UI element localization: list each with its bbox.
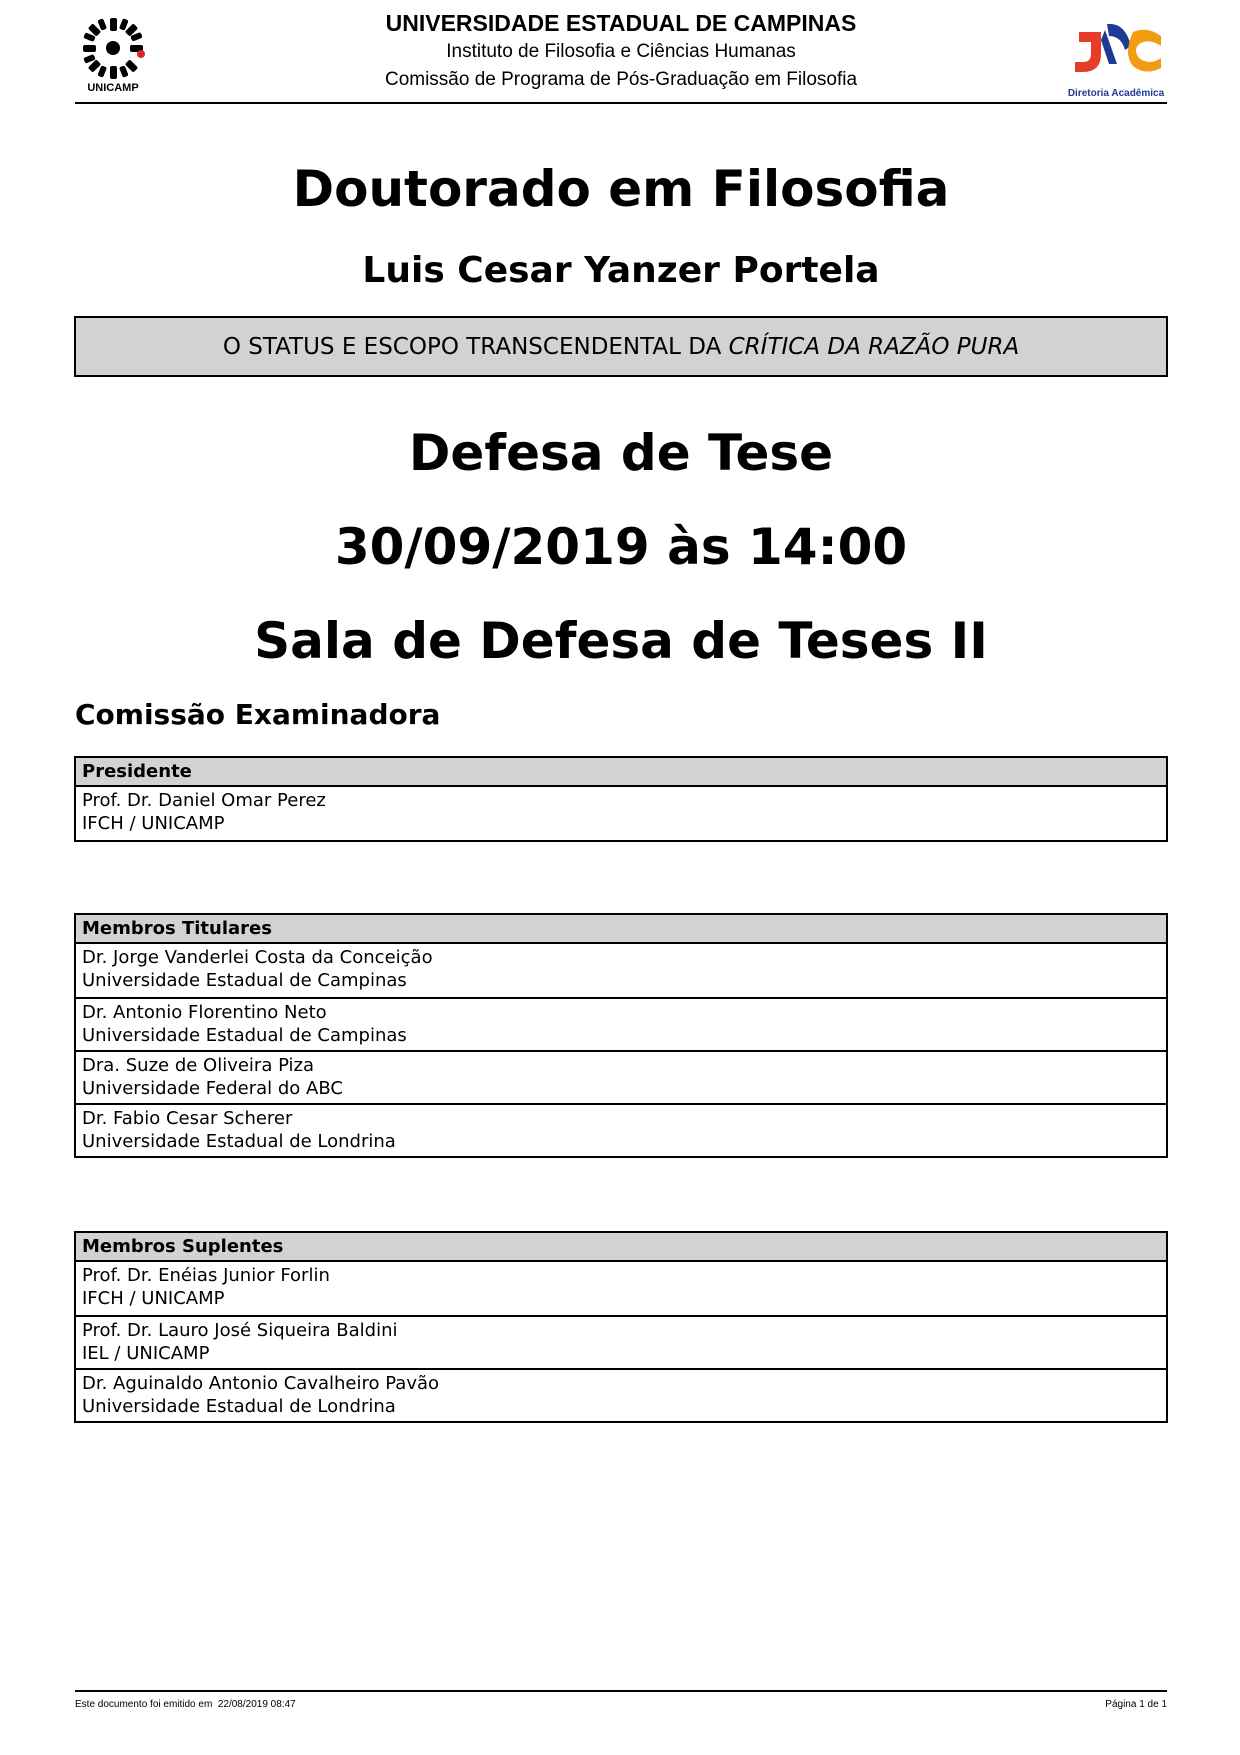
suplentes-table bbox=[74, 1231, 1168, 1423]
member-name: Prof. Dr. Daniel Omar Perez bbox=[82, 790, 326, 811]
member-name: Dra. Suze de Oliveira Piza bbox=[82, 1055, 315, 1076]
table-row bbox=[76, 1103, 1166, 1156]
thesis-title-prefix: O STATUS E ESCOPO TRANSCENDENTAL DA bbox=[222, 333, 729, 360]
university-name: UNIVERSIDADE ESTADUAL DE CAMPINAS bbox=[385, 10, 857, 36]
thesis-title-box bbox=[74, 316, 1168, 377]
member-affiliation: Universidade Estadual de Campinas bbox=[82, 969, 407, 991]
member-affiliation: IFCH / UNICAMP bbox=[82, 1287, 225, 1309]
member-affiliation: Universidade Estadual de Londrina bbox=[82, 1130, 396, 1152]
member-affiliation: IFCH / UNICAMP bbox=[82, 812, 225, 834]
header-text-block bbox=[225, 8, 1017, 94]
table-header: Membros Suplentes bbox=[76, 1233, 1166, 1262]
candidate-name: Luis Cesar Yanzer Portela bbox=[362, 250, 880, 291]
table-row bbox=[76, 997, 1166, 1050]
committee-name: Comissão de Programa de Pós-Graduação em Filosofia bbox=[384, 69, 858, 90]
table-row bbox=[76, 1315, 1166, 1368]
emission-date: Este documento foi emitido em 22/08/2019 08:47 bbox=[75, 1699, 296, 1710]
titulares-table bbox=[74, 913, 1168, 1158]
member-name: Prof. Dr. Enéias Junior Forlin bbox=[82, 1265, 330, 1286]
member-name: Dr. Fabio Cesar Scherer bbox=[82, 1108, 293, 1129]
table-row bbox=[76, 1050, 1166, 1103]
event-room: Sala de Defesa de Teses II bbox=[254, 612, 988, 670]
program-title: Doutorado em Filosofia bbox=[292, 160, 950, 218]
member-name: Prof. Dr. Lauro José Siqueira Baldini bbox=[82, 1320, 398, 1341]
member-affiliation: Universidade Federal do ABC bbox=[82, 1077, 343, 1099]
member-name: Dr. Aguinaldo Antonio Cavalheiro Pavão bbox=[82, 1373, 440, 1394]
table-row bbox=[76, 1262, 1166, 1315]
svg-text:UNICAMP: UNICAMP bbox=[87, 82, 139, 94]
page-header bbox=[75, 8, 1167, 104]
page-number: Página 1 de 1 bbox=[1105, 1699, 1167, 1710]
institute-name: Instituto de Filosofia e Ciências Humanas bbox=[446, 41, 796, 62]
thesis-title-italic: CRÍTICA DA RAZÃO PURA bbox=[728, 333, 1020, 360]
member-name: Dr. Antonio Florentino Neto bbox=[82, 1002, 327, 1023]
table-row bbox=[76, 787, 1166, 840]
svg-text:Diretoria Acadêmica: Diretoria Acadêmica bbox=[1067, 88, 1165, 99]
member-name: Dr. Jorge Vanderlei Costa da Conceição bbox=[82, 947, 433, 968]
table-header: Membros Titulares bbox=[76, 915, 1166, 944]
member-affiliation: Universidade Estadual de Londrina bbox=[82, 1395, 396, 1417]
member-affiliation: Universidade Estadual de Campinas bbox=[82, 1024, 407, 1046]
member-affiliation: IEL / UNICAMP bbox=[82, 1342, 210, 1364]
event-title: Defesa de Tese bbox=[408, 424, 834, 482]
committee-section-title: Comissão Examinadora bbox=[75, 698, 441, 731]
table-row bbox=[76, 1368, 1166, 1421]
president-table bbox=[74, 756, 1168, 842]
table-row bbox=[76, 944, 1166, 997]
page-footer bbox=[75, 1690, 1167, 1710]
dac-logo bbox=[1065, 20, 1167, 102]
unicamp-logo bbox=[79, 14, 151, 94]
table-header: Presidente bbox=[76, 758, 1166, 787]
event-datetime: 30/09/2019 às 14:00 bbox=[334, 518, 908, 576]
